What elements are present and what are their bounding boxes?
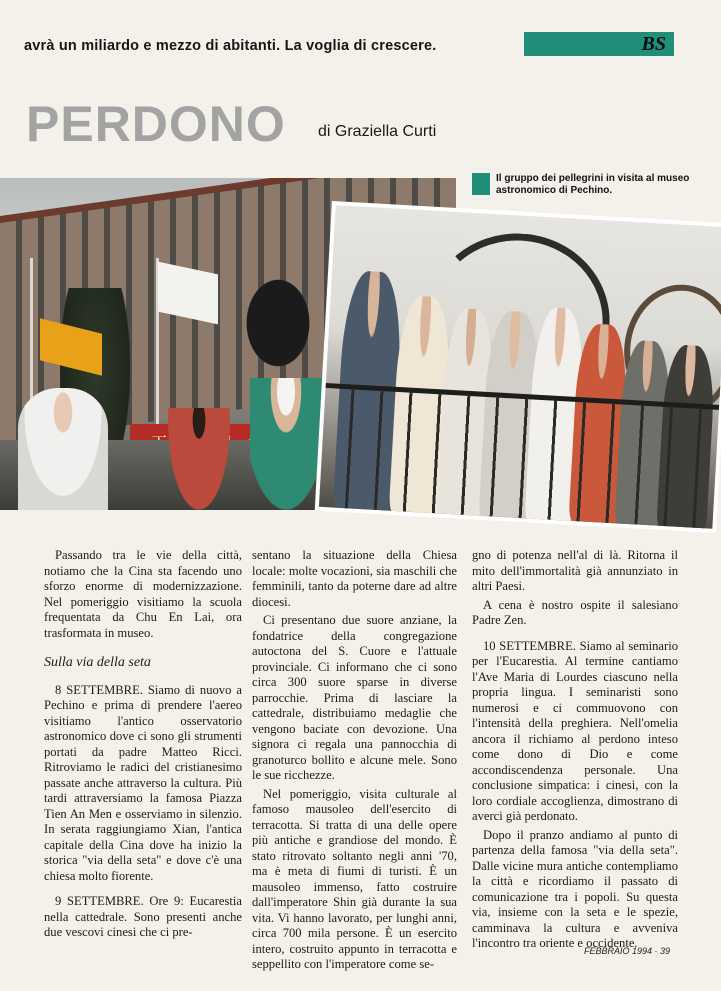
railing-bars [319, 387, 719, 529]
article-column-1 [44, 548, 242, 941]
paragraph: Passando tra le vie della città, notiamo che la Cina sta facendo uno sforzo enorme di modernizzazione. Nel pomeriggio visitiamo la scuola frequentata da Chu En Lai, ora trasformata in museo. [44, 548, 242, 640]
article-column-2 [252, 548, 457, 973]
paragraph: Nel pomeriggio, visita culturale al famoso mausoleo dell'esercito di terracotta. Si tratta di una delle opere più antiche e grandiose del mondo. È stato ritrovato soltanto negli anni '70, ma è meta di fiumi di turisti. È un mausoleo immenso, fatto costruire dall'imperatore Shin già durante la sua vita. Vi hanno lavorato, per lunghi anni, circa 700 mila persone. È un esercito intero, costruito appunto in terracotta e seppellito con l'imperatore come se- [252, 786, 457, 971]
page-folio: FEBBRAIO 1994 · 39 [584, 946, 671, 956]
article-column-3 [472, 548, 678, 952]
photo-person-red [168, 408, 230, 510]
article-title: PERDONO [26, 96, 286, 152]
paragraph: A cena è nostro ospite il salesiano Padre Zen. [472, 597, 678, 627]
photo-caption: Il gruppo dei pellegrini in visita al museo astronomico di Pechino. [496, 173, 690, 196]
section-tab [524, 32, 674, 56]
paragraph: 10 SETTEMBRE. Siamo al seminario per l'Eucarestia. Al termine cantiamo l'Ave Maria di Lourdes ciascuno nella propria lingua. I seminaristi sono numerosi e ci commuovono con l'intensità della preghiera. Nell'omelia ancora il richiamo al perdono inteso come dono di Dio e come accondiscendenza personale. Una conclusione simpatica: i cinesi, con la loro cordiale accoglienza, dimostrano di averci già perdonato. [472, 638, 678, 823]
photo-nun [18, 388, 108, 510]
paragraph: 8 SETTEMBRE. Siamo di nuovo a Pechino e prima di prendere l'aereo visitiamo l'antico osservatorio astronomico dove ci sono gli strumenti portati da padre Matteo Ricci. Ritroviamo le radici del cristianesimo passate anche attraverso la cultura. Più tardi attraversiamo la famosa Piazza Tien An Men e osserviamo in silenzio. In serata raggiungiamo Xian, l'antica capitale della Cina dove ha inizio la storica "via della seta" e dove c'è una chiesa molto fiorente. [44, 682, 242, 883]
section-tag: BS [641, 33, 666, 55]
paragraph: Dopo il pranzo andiamo al punto di partenza della famosa "via della seta". Dalle vicine mura antiche contempliamo la città e ricordiamo il passato di comunicazione tra i popoli. Su questa via, insieme con la seta e le spezie, camminava la cultura e avveniva l'incontro tra oriente e occidente. [472, 827, 678, 950]
header-kicker: avrà un miliardo e mezzo di abitanti. La voglia di crescere. [24, 38, 437, 54]
paragraph: gno di potenza nell'al di là. Ritorna il mito dell'immortalità già annunziato in altri Paesi. [472, 548, 678, 593]
photo-dark-object [238, 268, 318, 378]
photo-observatory [319, 205, 721, 529]
paragraph: 9 SETTEMBRE. Ore 9: Eucarestia nella cattedrale. Sono presenti anche due vescovi cinesi che ci pre- [44, 894, 242, 939]
photo-pilgrims-group [315, 201, 721, 533]
subheading: Sulla via della seta [44, 655, 151, 670]
paragraph: Ci presentano due suore anziane, la fondatrice della congregazione autoctona del S. Cuore e l'attuale provinciale. Ci informano che ci sono circa 300 suore sparse in diverse parrocchie. Prima di lasciare la cattedrale, distribuiamo medaglie che vengono baciate con devozione. Una signora ci regala una pannocchia di granoturco bollito e alcune mele. Sono le sue ricchezze. [252, 613, 457, 782]
article-byline: di Graziella Curti [318, 123, 437, 140]
paragraph: sentano la situazione della Chiesa locale: molte vocazioni, sia maschili che femminili, tanto da poterne dare ad altre diocesi. [252, 548, 457, 609]
caption-marker [472, 173, 490, 195]
